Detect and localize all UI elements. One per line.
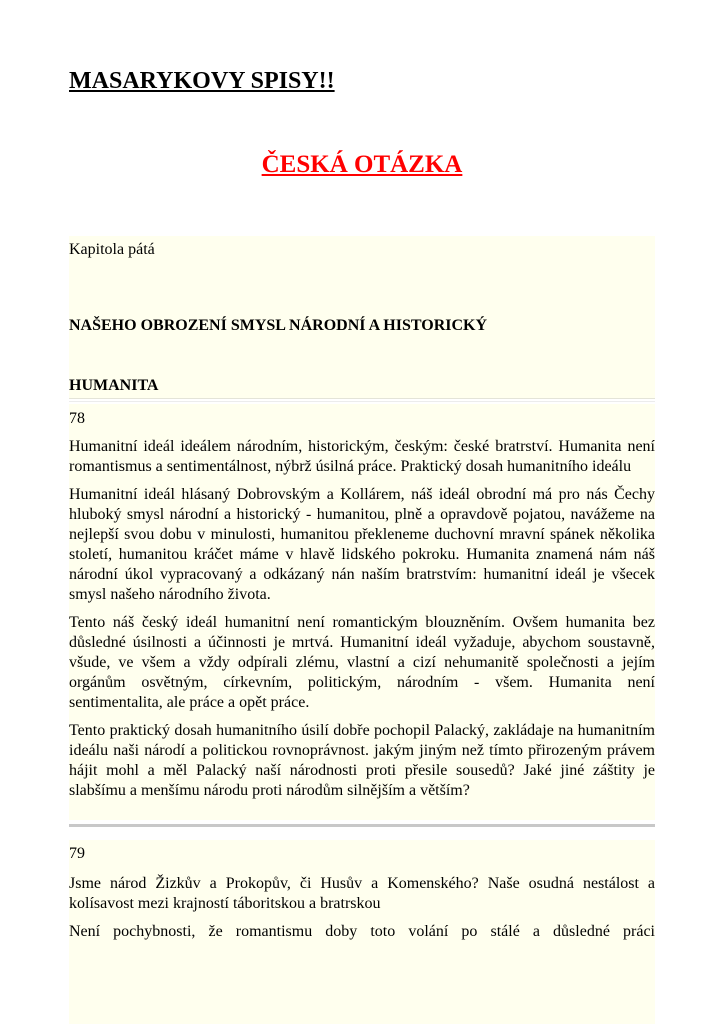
section-divider-top [69,398,655,399]
chapter-label: Kapitola pátá [69,241,155,258]
section-separator [69,824,655,827]
paragraph: Tento náš český ideál humanitní není romantickým blouzněním. Ovšem humanita bez důsledné úsilnosti a účinnosti je mrtvá. Humanitní ideál vyžaduje, abychom soustavně, všude, ve všem a vždy odpírali zlému, vlastní a cizí nehumanitě společnosti a jejím orgánům osvětným, církevním, politickým, národním - všem. Humanita není sentimentalita, ale práce a opět práce. [69,614,655,711]
paragraph: Tento praktický dosah humanitního úsilí dobře pochopil Palacký, zakládaje na humanitním ideálu naši národí a politickou rovnoprávnost. jakým jiným než tímto přirozeným právem hájit mohl a měl Palacký naší národnosti proti přesile sousedů? Jaké jiné záštity je slabšímu a menšímu národu proti národům silnějším a větším? [69,722,655,799]
paragraph: Humanitní ideál hlásaný Dobrovským a Kollárem, náš ideál obrodní má pro nás Čechy hluboký smysl národní a historický - humanitou, plně a opravdově pojatou, navážeme na nejlepší svou dobu v minulosti, humanitou překleneme duchovní mravní spánek několika století, humanitou kráčet máme v hlavě lidského pokroku. Humanita znamená nám náš národní úkol vypracovaný a odkázaný nán naším bratrstvím: humanitní ideál je všecek smysl našeho národního života. [69,486,655,603]
series-title: MASARYKOVY SPISY!! [69,68,335,94]
chapter-heading: NAŠEHO OBROZENÍ SMYSL NÁRODNÍ A HISTORICKÝ [69,317,488,334]
paragraph: Není pochybnosti, že romantismu doby toto volání po stálé a důsledné práci [69,923,655,940]
section-divider-bottom [69,401,655,402]
paragraph: Humanitní ideál ideálem národním, historickým, českým: české bratrství. Humanita není romantismus a sentimentálnost, nýbrž úsilná práce. Praktický dosah humanitního ideálu [69,438,655,475]
section-79 [69,840,655,1024]
paragraph: Jsme národ Žizkův a Prokopův, či Husův a Komenského? Naše osudná nestálost a kolísavost mezi krajností táboritskou a bratrskou [69,875,655,912]
work-title: ČESKÁ OTÁZKA [261,151,463,178]
section-heading: HUMANITA [69,377,159,394]
section-78 [69,404,655,820]
section-heading-block [69,374,655,398]
section-number: 79 [69,845,85,862]
chapter-heading-block [69,310,655,374]
chapter-label-block [69,236,655,310]
section-number: 78 [69,410,85,427]
